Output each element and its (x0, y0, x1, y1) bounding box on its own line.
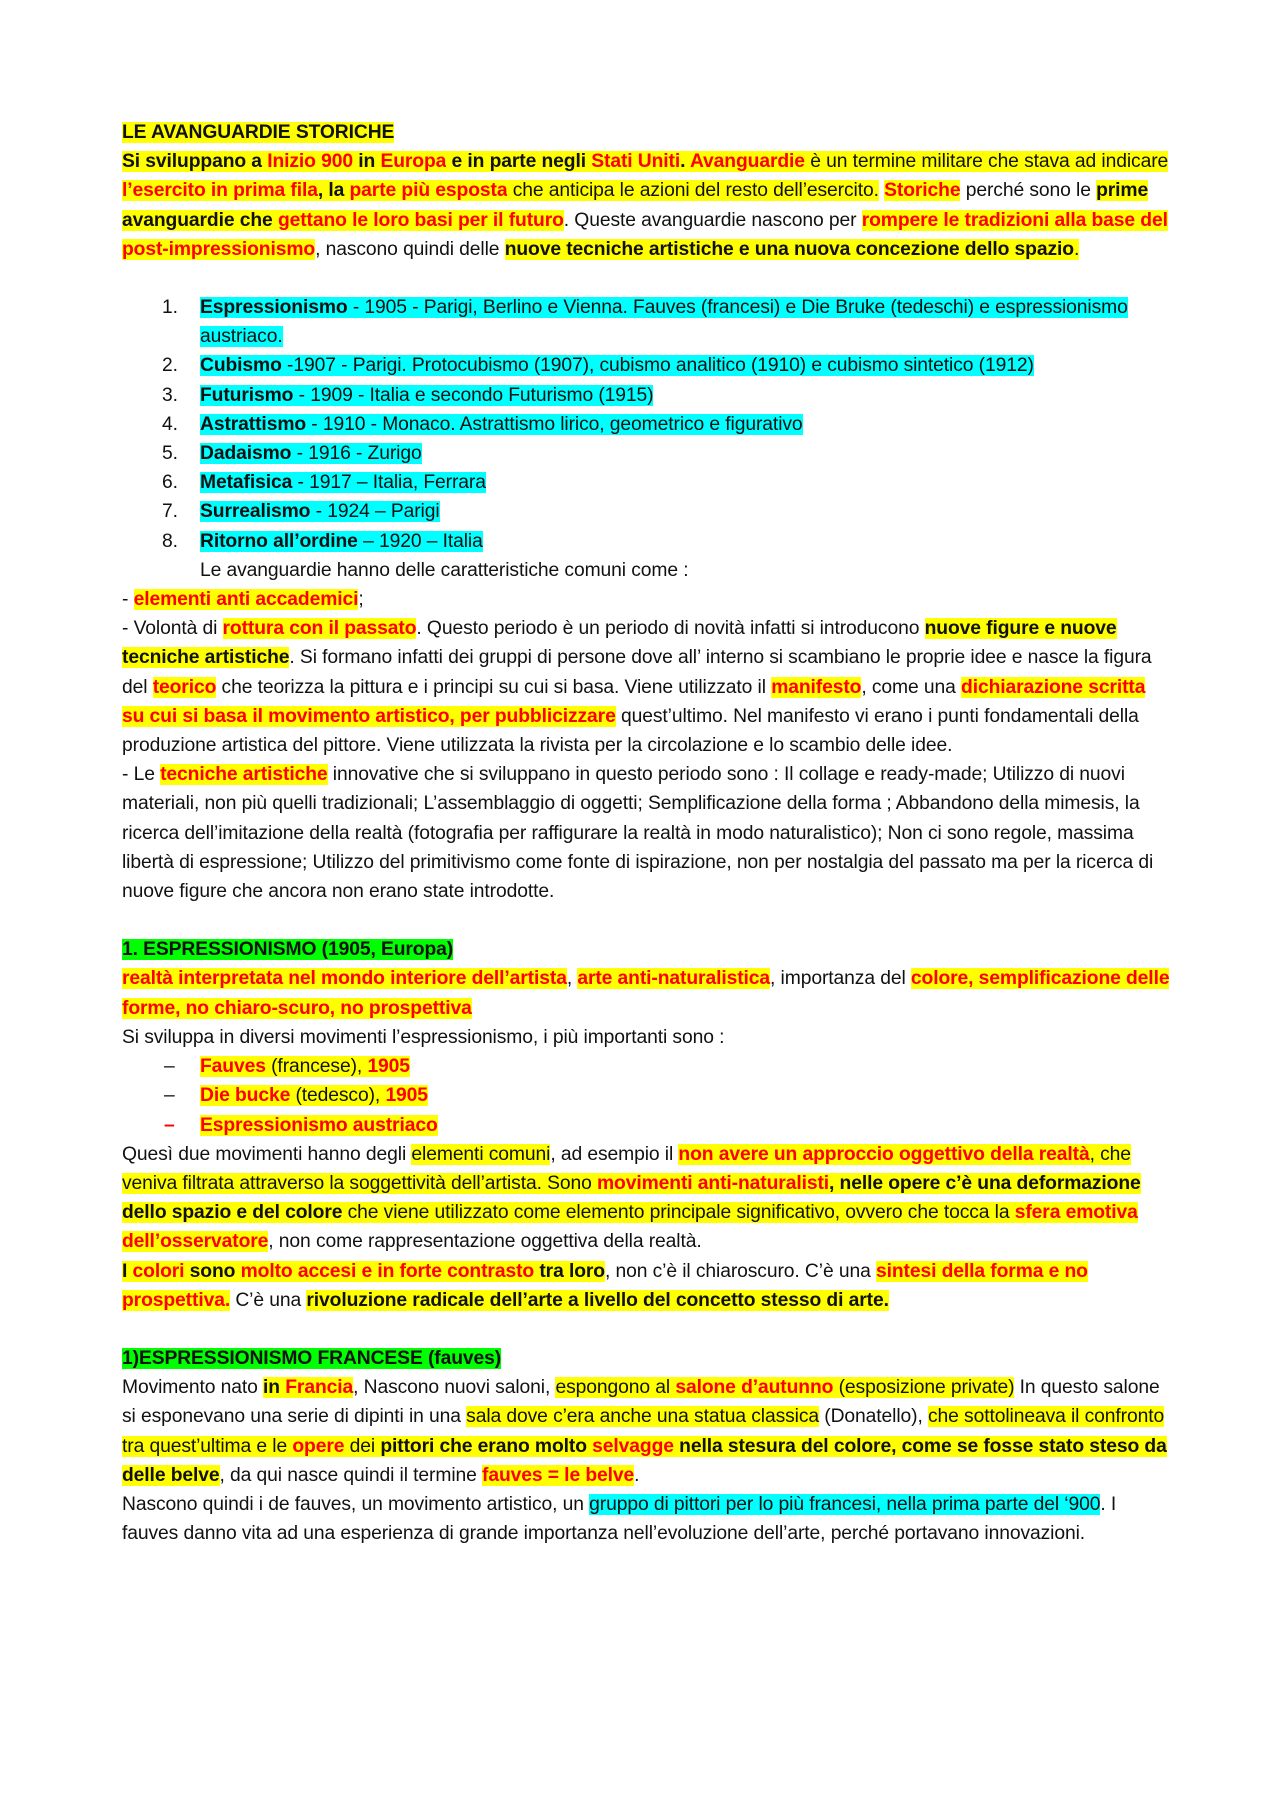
text-run: fauves = le belve (482, 1464, 635, 1486)
text-run: nuove tecniche artistiche e una nuova concezione dello spazio (504, 238, 1074, 260)
espressionismo-movements-list (122, 1052, 1172, 1140)
text-run: Espressionismo austriaco (200, 1114, 438, 1136)
item-text (200, 443, 422, 464)
item-text (200, 501, 440, 522)
dash-bullet: – (164, 1056, 175, 1078)
espressionismo-movement-item (164, 1111, 1172, 1140)
text-run: Inizio 900 (267, 151, 353, 173)
text-run: manifesto (771, 676, 862, 698)
text-run: , non c’è il chiaroscuro. C’è una (604, 1260, 876, 1282)
intro-paragraph (122, 147, 1172, 264)
item-number: 1. (162, 297, 178, 319)
text-run: , importanza del (770, 968, 911, 990)
text-run: in (263, 1377, 286, 1399)
text-run: che sottolineava il confronto tra quest’ultima e le (122, 1406, 1165, 1457)
movements-list (122, 293, 1172, 556)
text-run: non avere un approccio oggettivo della realtà (678, 1143, 1090, 1165)
text-run: arte anti-naturalistica (577, 968, 771, 990)
item-number: 3. (162, 384, 178, 406)
text-run: nuove figure e nuove tecniche artistiche (122, 618, 1117, 669)
item-text (200, 1085, 428, 1106)
text-run: . (680, 151, 690, 173)
text-run: prime avanguardie che (122, 180, 1149, 231)
text-run: Nascono quindi i de fauves, un movimento artistico, un (122, 1493, 590, 1515)
espressionismo-summary (122, 964, 1172, 1022)
heading-text: 1. ESPRESSIONISMO (1905, Europa) (122, 939, 454, 961)
text-run: Espressionismo (200, 297, 348, 319)
item-text (200, 1115, 438, 1136)
text-run: movimenti anti-naturalisti (597, 1172, 830, 1194)
text-run: gettano le loro basi per il futuro (277, 209, 564, 231)
espressionismo-movement-item (164, 1052, 1172, 1081)
text-run: Fauves (200, 1056, 266, 1078)
item-text (200, 414, 803, 435)
text-run: - 1909 - Italia e secondo Futurismo (1915) (293, 384, 654, 406)
common-intro: Le avanguardie hanno delle caratteristiche comuni come : (200, 559, 689, 581)
text-run: Si sviluppano a (122, 151, 268, 173)
text-run: In questo salone si esponevano una serie di dipinti in una (122, 1377, 1160, 1428)
text-run: - 1917 – Italia, Ferrara (292, 472, 486, 494)
text-run: , nelle opere c’è una deformazione dello spazio e del colore (122, 1172, 1141, 1224)
text-run: - (122, 589, 134, 611)
text-run: che teorizza la pittura e i principi su cui si basa. Viene utilizzato il (216, 676, 772, 698)
text-run: , non come rappresentazione oggettiva della realtà. (268, 1231, 702, 1253)
text-run: rivoluzione radicale dell’arte a livello del concetto stesso di arte. (306, 1289, 889, 1311)
text-run: – 1920 – Italia (357, 530, 483, 552)
text-run: Movimento nato (122, 1377, 264, 1399)
text-run: , da qui nasce quindi il termine (219, 1464, 483, 1486)
text-run: (tedesco), (290, 1085, 386, 1107)
text-run: salone d’autunno (675, 1377, 834, 1399)
movement-item (162, 527, 1172, 556)
item-number: 4. (162, 413, 178, 435)
text-run: pittori che erano molto (380, 1435, 593, 1457)
item-text (200, 385, 653, 406)
item-text (200, 1056, 410, 1077)
text-run: , ad esempio il (550, 1143, 679, 1165)
item-number: 8. (162, 530, 178, 552)
text-run: sfera emotiva dell’osservatore (122, 1202, 1138, 1253)
text-run: -1907 - Parigi. Protocubismo (1907), cubismo analitico (1910) e cubismo sintetico (1912) (281, 355, 1034, 377)
movement-item (162, 351, 1172, 380)
text-run: Futurismo (200, 384, 294, 406)
text-run: - Volontà di (122, 618, 223, 640)
common-point-1 (122, 585, 1172, 614)
text-run: Storiche (884, 180, 961, 202)
heading-text: 1)ESPRESSIONISMO FRANCESE (fauves) (122, 1347, 502, 1369)
text-run: Die bucke (200, 1085, 291, 1107)
text-run: - 1924 – Parigi (310, 501, 440, 523)
text-run: l’esercito in prima fila (122, 180, 318, 202)
text-run: realtà interpretata nel mondo interiore dell’artista (122, 968, 567, 990)
text-run: innovative che si sviluppano in questo periodo sono : Il collage e ready-made; Utilizzo di nuovi materiali, non più quelli tradizionali; L’assemblaggio di oggetti; Semplificazione della forma ; Abbandono della mimesis, la ricerca dell’imitazione della realtà (fotografia per raffigurare la realtà in modo naturalistico); Non ci sono regole, massima libertà di espressione; Utilizzo del primitivismo come fonte di ispirazione, non per nostalgia del passato ma per la ricerca di nuove figure che ancora non erano state introdotte. (122, 764, 1154, 903)
text-run: - 1910 - Monaco. Astrattismo lirico, geometrico e figurativo (306, 413, 803, 435)
text-run: tra loro (534, 1260, 605, 1282)
text-run: . (1073, 238, 1080, 260)
text-run: Avanguardie (689, 151, 805, 173)
text-run: I (122, 1260, 133, 1282)
item-text (200, 531, 483, 552)
movement-item (162, 381, 1172, 410)
text-run: elementi comuni (411, 1143, 551, 1165)
text-run: - 1916 - Zurigo (291, 443, 422, 465)
espressionismo-movement-item (164, 1081, 1172, 1110)
text-run: . Queste avanguardie nascono per (563, 209, 862, 231)
movement-item (162, 497, 1172, 526)
text-run: . Si formano infatti dei gruppi di persone dove all’ interno si scambiano le proprie idee e nasce la figura del (122, 647, 1152, 698)
text-run: sala dove c’era anche una statua classica (466, 1406, 819, 1428)
movement-item (162, 439, 1172, 468)
text-run: , la (317, 180, 350, 202)
text-run: opere (292, 1435, 345, 1457)
text-run: nella stesura del colore, come se fosse stato steso da delle belve (122, 1435, 1167, 1486)
heading-text: LE AVANGUARDIE STORICHE (122, 122, 395, 143)
movement-item (162, 410, 1172, 439)
common-point-3 (122, 760, 1172, 906)
text-run: in (352, 151, 381, 173)
spacer (122, 264, 1172, 293)
text-run: (Donatello), (819, 1406, 928, 1428)
section-heading-fauves (122, 1344, 1172, 1373)
movement-item (162, 468, 1172, 497)
item-number: 6. (162, 472, 178, 494)
text-run: colori (132, 1260, 185, 1282)
espressionismo-paragraph-2 (122, 1257, 1172, 1315)
text-run: Quesì due movimenti hanno degli (122, 1143, 412, 1165)
text-run: tecniche artistiche (160, 764, 328, 786)
movement-item (162, 293, 1172, 351)
espressionismo-paragraph (122, 1140, 1172, 1257)
section-heading-espressionismo (122, 935, 1172, 964)
text-run: 1905 (385, 1085, 428, 1107)
text-run: selvagge (592, 1435, 674, 1457)
text-run: Dadaismo (200, 443, 292, 465)
text-run: Surrealismo (200, 501, 311, 523)
section-heading-avanguardie (122, 118, 1172, 147)
text-run: , Nascono nuovi saloni, (353, 1377, 556, 1399)
spacer (122, 906, 1172, 935)
text-run: dei (344, 1435, 381, 1457)
text-run: Europa (380, 151, 447, 173)
text-run: perché sono le (960, 180, 1097, 202)
text-run: Cubismo (200, 355, 282, 377)
document-page (122, 118, 1172, 1548)
text-run: (esposizione private) (833, 1377, 1015, 1399)
text-run: . (634, 1464, 640, 1486)
text-run: parte più esposta (349, 180, 508, 202)
espressionismo-movements-intro: Si sviluppa in diversi movimenti l’espressionismo, i più importanti sono : (122, 1026, 725, 1048)
item-number: 2. (162, 355, 178, 377)
text-run: elementi anti accademici (133, 589, 359, 611)
text-run: che viene utilizzato come elemento principale significativo, ovvero che tocca la (342, 1202, 1015, 1224)
fauves-paragraph (122, 1373, 1172, 1490)
text-run: espongono al (555, 1377, 676, 1399)
item-text (200, 472, 486, 493)
text-run: Astrattismo (200, 413, 307, 435)
text-run: , come una (861, 676, 962, 698)
fauves-paragraph-2 (122, 1490, 1172, 1548)
text-run: dichiarazione scritta su cui si basa il movimento artistico, per pubblicizzare (122, 676, 1146, 727)
text-run: molto accesi e in forte contrasto (240, 1260, 535, 1282)
text-run: quest’ultimo. Nel manifesto vi erano i punti fondamentali della produzione artistica del pittore. Viene utilizzata la rivista per la circolazione e lo scambio delle idee. (122, 705, 1139, 757)
item-text (200, 297, 1128, 347)
common-point-2 (122, 614, 1172, 760)
text-run: , nascono quindi delle (315, 238, 505, 260)
dash-bullet: – (164, 1085, 175, 1107)
text-run: Francia (285, 1377, 354, 1399)
text-run: . Questo periodo è un periodo di novità infatti si introducono (416, 618, 925, 640)
text-run: gruppo di pittori per lo più francesi, nella prima parte del ‘900 (589, 1493, 1101, 1515)
text-run: rompere le tradizioni alla base del post-impressionismo (122, 209, 1168, 260)
text-run: Stati Uniti (591, 151, 681, 173)
text-run: Ritorno all’ordine (200, 530, 358, 552)
text-run: che anticipa le azioni del resto dell’esercito. (507, 180, 879, 202)
text-run: , che veniva filtrata attraverso la soggettività dell’artista. Sono (122, 1143, 1131, 1194)
text-run: . I fauves danno vita ad una esperienza di grande importanza nell’evoluzione dell’arte, perché portavano innovazioni. (122, 1493, 1117, 1545)
text-run: sono (184, 1260, 241, 1282)
item-text (200, 355, 1034, 376)
text-run: 1905 (367, 1056, 410, 1078)
text-run: teorico (152, 676, 217, 698)
text-run: rottura con il passato (222, 618, 417, 640)
text-run: sintesi della forma e no prospettiva. (122, 1260, 1088, 1311)
text-run: C’è una (230, 1289, 307, 1311)
text-run: ; (358, 589, 364, 611)
text-run: - 1905 - Parigi, Berlino e Vienna. Fauves (francesi) e Die Bruke (tedeschi) e espressionismo austriaco. (200, 297, 1128, 348)
text-run: è un termine militare che stava ad indicare (804, 151, 1169, 173)
text-run: colore, semplificazione delle forme, no chiaro-scuro, no prospettiva (122, 968, 1170, 1019)
text-run: (francese), (265, 1056, 368, 1078)
text-run: - Le (122, 764, 161, 786)
text-run: Metafisica (200, 472, 293, 494)
dash-bullet: – (164, 1114, 175, 1136)
text-run: e in parte negli (446, 151, 592, 173)
spacer (122, 1315, 1172, 1344)
item-number: 7. (162, 501, 178, 523)
text-run: , (566, 968, 578, 990)
item-number: 5. (162, 443, 178, 465)
